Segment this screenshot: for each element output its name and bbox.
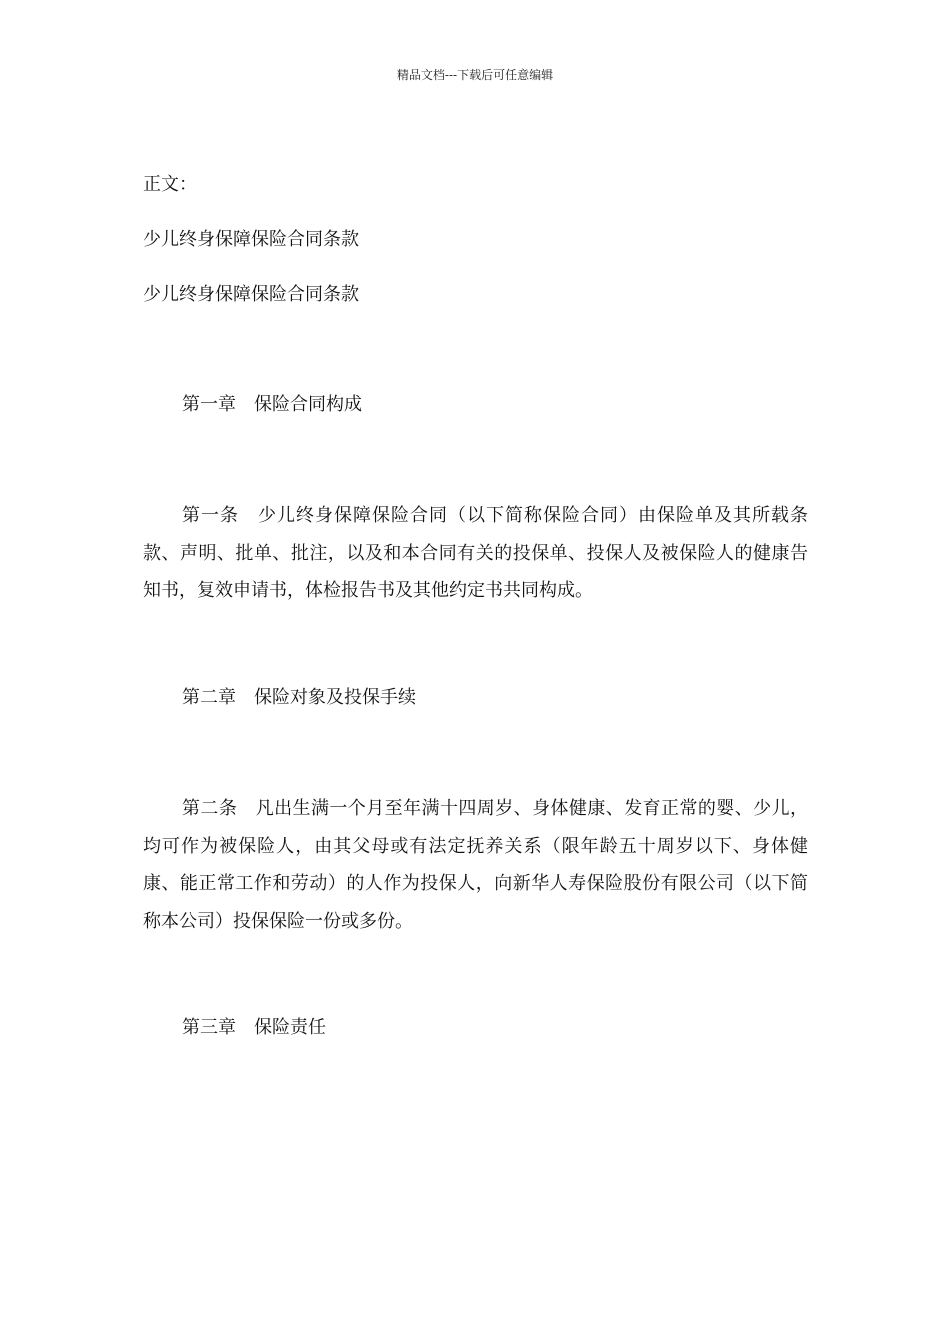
chapter-heading xyxy=(182,686,416,710)
document-title-repeat: 少儿终身保障保险合同条款 xyxy=(143,284,359,305)
article-text: 凡出生满一个月至年满十四周岁、身体健康、发育正常的婴、少儿，均可作为被保险人，由其父母或有法定抚养关系（限年龄五十周岁以下、身体健康、能正常工作和劳动）的人作为投保人，向新华人寿保险股份有限公司（以下简称本公司）投保保险一份或多份。 xyxy=(143,798,809,932)
chapter-heading xyxy=(182,1016,326,1040)
chapter-number: 第一章 xyxy=(182,394,236,415)
chapter-number: 第三章 xyxy=(182,1017,236,1038)
chapter-title: 保险对象及投保手续 xyxy=(254,687,416,708)
chapter-title: 保险合同构成 xyxy=(254,394,362,415)
chapter-number: 第二章 xyxy=(182,687,236,708)
article-number: 第二条 xyxy=(182,798,238,819)
chapter-heading xyxy=(182,393,362,417)
document-title: 少儿终身保障保险合同条款 xyxy=(143,229,359,250)
page-header: 精品文档---下载后可任意编辑 xyxy=(396,68,554,82)
article-paragraph xyxy=(143,790,808,940)
article-paragraph xyxy=(143,497,808,610)
body-label: 正文： xyxy=(143,174,197,195)
article-text: 少儿终身保障保险合同（以下简称保险合同）由保险单及其所载条款、声明、批单、批注，以及和本合同有关的投保单、投保人及被保险人的健康告知书，复效申请书，体检报告书及其他约定书共同构成。 xyxy=(143,505,808,601)
chapter-title: 保险责任 xyxy=(254,1017,326,1038)
article-number: 第一条 xyxy=(182,505,239,526)
